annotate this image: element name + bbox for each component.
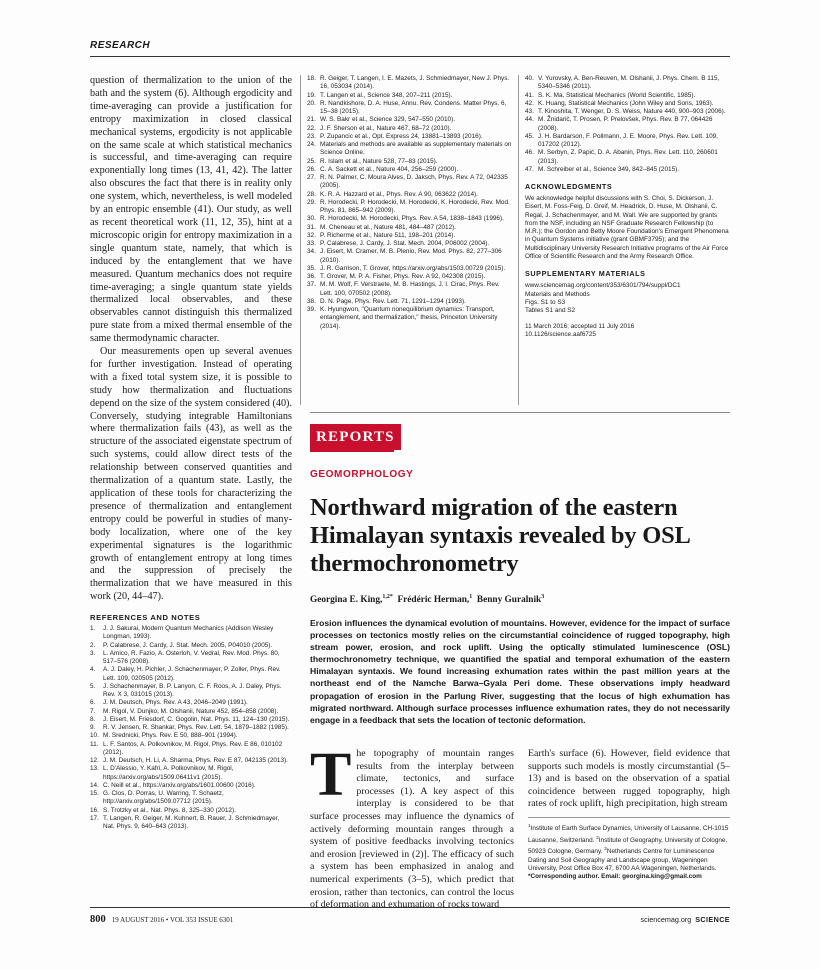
author-name: Frédéric Herman,	[397, 595, 470, 606]
reference-text: G. Clos, D. Porras, U. Warring, T. Schaetz, http://arxiv.org/abs/1509.07712 (2015).	[103, 790, 224, 806]
reference-text: J. Eisert, M. Cramer, M. B. Plenio, Rev. Mod. Phys. 82, 277–306 (2010).	[320, 248, 502, 264]
reference-text: L. D'Alessio, Y. Kafri, A. Polkovnikov, M. Rigol, https://arxiv.org/abs/1509.06411v1 (2015).	[103, 765, 234, 781]
reference-number: 23.	[307, 132, 316, 140]
reference-item	[525, 149, 730, 166]
reference-item	[307, 92, 512, 100]
footer-left	[90, 914, 233, 925]
abstract: Erosion influences the dynamical evolution of mountains. However, evidence for the impact of surface processes on tectonics mostly relies on the circumstantial coincidence of rugged topography, high stream power, erosion, and rock uplift. Using the optically stimulated luminescence (OSL) thermochronometry technique, we quantified the spatial and temporal exhumation of the eastern Himalayan syntaxis. We found increasing exhumation rates within the past million years at the northeast end of the Namche Barwa–Gyala Peri dome. These observations imply headward propagation of erosion in the Parlung River, suggesting that the locus of high exhumation has migrated northward. Although surface processes influence exhumation rates, they do not necessarily engage in a feedback that sets the location of tectonic deformation.	[310, 618, 730, 725]
reference-item	[90, 625, 292, 642]
reference-text: P. Richerme et al., Nature 511, 198–201 (2014).	[320, 231, 456, 239]
reference-item	[307, 248, 512, 265]
column-divider	[300, 75, 301, 405]
drop-cap: T	[310, 741, 352, 809]
reference-item	[525, 108, 730, 116]
reference-text: R. Horodecki, M. Horodecki, Phys. Rev. A 54, 1838–1843 (1996).	[320, 215, 504, 223]
reference-item	[525, 166, 730, 174]
reference-text: C. A. Sackett et al., Nature 404, 256–259 (2000).	[320, 165, 459, 173]
reference-text: M. Srednicki, Phys. Rev. E 50, 888–901 (1994).	[103, 732, 238, 740]
supplementary-line: Figs. S1 to S3	[525, 298, 566, 306]
reference-item	[90, 732, 292, 740]
reference-number: 7.	[90, 707, 96, 715]
author-name: Benny Guralnik	[476, 595, 542, 606]
reference-item	[90, 642, 292, 650]
middle-column	[307, 75, 512, 331]
supplementary-url[interactable]: www.sciencemag.org/content/353/6301/794/suppl/DC1	[525, 282, 681, 290]
reference-text: K. Huang, Statistical Mechanics (John Wiley and Sons, 1963).	[538, 99, 714, 107]
reference-item	[90, 716, 292, 724]
reference-text: R. V. Jensen, R. Shankar, Phys. Rev. Lett. 54, 1879–1882 (1985).	[103, 724, 289, 732]
article-body-column	[310, 741, 514, 912]
reference-item	[307, 281, 512, 298]
reference-text: M. Rigol, V. Dunjko, M. Olshanii, Nature 452, 854–858 (2008).	[103, 707, 279, 715]
reference-item	[307, 191, 512, 199]
article-conclusion	[90, 75, 292, 604]
reference-text: W. S. Bakr et al., Science 329, 547–550 (2010).	[320, 116, 455, 124]
reference-number: 11.	[90, 740, 99, 748]
reference-text: P. Calabrese, J. Cardy, J. Stat. Mech. 2004, P06002 (2004).	[320, 240, 490, 247]
reference-text: J. Eisert, M. Friesdorf, C. Gogolin, Nat. Phys. 11, 124–130 (2015).	[103, 715, 290, 723]
reference-number: 20.	[307, 99, 316, 107]
reference-text: P. Zupancic et al., Opt. Express 24, 13881–13893 (2016).	[320, 132, 483, 140]
reference-text: L. F. Santos, A. Polkovnikov, M. Rigol, Phys. Rev. E 86, 010102 (2012).	[103, 740, 283, 756]
reference-item	[90, 741, 292, 758]
doi: 10.1126/science.aaf6725	[525, 330, 596, 338]
reference-number: 35.	[307, 264, 316, 272]
reference-number: 13.	[90, 765, 99, 773]
reference-number: 26.	[307, 165, 316, 173]
reference-item	[307, 240, 512, 248]
right-column	[525, 75, 730, 339]
reference-item	[525, 116, 730, 133]
journal-name: SCIENCE	[695, 915, 730, 924]
reference-text: T. Langen et al., Science 348, 207–211 (2015).	[320, 91, 453, 99]
reference-item	[307, 174, 512, 191]
author-affiliation: 3	[541, 594, 545, 600]
reference-number: 40.	[525, 75, 534, 82]
reference-text: T. Langen, R. Geiger, M. Kuhnert, B. Rauer, J. Schmiedmayer, Nat. Phys. 9, 640–643 (2013).	[103, 814, 280, 831]
references-heading: REFERENCES AND NOTES	[90, 613, 201, 623]
reference-number: 34.	[307, 248, 316, 256]
reference-number: 21.	[307, 116, 316, 124]
section-header: RESEARCH	[90, 40, 151, 51]
reference-number: 12.	[90, 757, 99, 765]
reference-number: 42.	[525, 99, 534, 107]
reference-text: S. Trotzky et al., Nat. Phys. 8, 325–330 (2012).	[103, 806, 236, 814]
reference-text: R. Geiger, T. Langen, I. E. Mazets, J. Schmiedmayer, New J. Phys. 16, 053034 (2014).	[320, 75, 510, 91]
site-link[interactable]: sciencemag.org	[640, 915, 692, 924]
reference-text: J. R. Garrison, T. Grover, https://arxiv.org/abs/1503.00729 (2015).	[320, 264, 506, 272]
reference-item	[307, 141, 512, 158]
author-affiliation: 1	[469, 594, 473, 600]
reference-item	[90, 765, 292, 782]
reference-number: 4.	[90, 666, 96, 674]
author-name: Georgina E. King,	[310, 595, 383, 606]
reference-item	[307, 158, 512, 166]
affiliation-number: 1	[528, 822, 531, 828]
reference-text: R. Nandkishore, D. A. Huse, Annu. Rev. Condens. Matter Phys. 6, 15–38 (2015).	[320, 99, 507, 115]
reference-item	[307, 273, 512, 281]
reference-item	[525, 75, 730, 92]
reference-number: 38.	[307, 297, 316, 305]
footer-rule	[90, 907, 730, 908]
reference-item	[525, 92, 730, 100]
reference-item	[307, 265, 512, 273]
reference-number: 31.	[307, 223, 316, 231]
reference-item	[307, 75, 512, 92]
reference-item	[307, 199, 512, 216]
reference-number: 3.	[90, 649, 96, 657]
reference-text: L. Amico, R. Fazio, A. Osterloh, V. Vedral, Rev. Mod. Phys. 80, 517–576 (2008).	[103, 649, 280, 666]
reference-number: 5.	[90, 682, 96, 690]
reference-item	[90, 807, 292, 815]
reference-number: 15.	[90, 790, 99, 798]
reference-item	[90, 699, 292, 707]
reference-item	[307, 306, 512, 331]
reference-list	[90, 625, 292, 831]
reference-text: M. Serbyn, Z. Papić, D. A. Abanin, Phys. Rev. Lett. 110, 260601 (2013).	[538, 149, 718, 165]
reference-text: M. M. Wolf, F. Verstraete, M. B. Hastings, J. I. Cirac, Phys. Rev. Lett. 100, 070502 (2008).	[320, 281, 500, 297]
reference-number: 33.	[307, 240, 316, 247]
reference-text: T. Kinoshita, T. Wenger, D. S. Weiss, Nature 440, 900–903 (2006).	[538, 108, 726, 115]
footer-right	[640, 915, 730, 924]
reports-rule	[310, 412, 730, 413]
reference-number: 18.	[307, 75, 316, 82]
reference-item	[307, 224, 512, 232]
reference-number: 22.	[307, 124, 316, 132]
reference-text: A. J. Daley, H. Pichler, J. Schachenmayer, P. Zoller, Phys. Rev. Lett. 109, 020505 (2012).	[103, 666, 281, 682]
reference-item	[90, 650, 292, 667]
reference-text: P. Calabrese, J. Cardy, J. Stat. Mech. 2005, P04010 (2005).	[103, 641, 273, 649]
reference-text: K. Hyungwon, "Quantum nonequilibrium dynamics: Transport, entanglement, and thermalization," thesis, Princeton University (2014).	[320, 306, 498, 330]
reference-item	[90, 683, 292, 700]
reference-number: 24.	[307, 141, 316, 148]
reference-text: Materials and methods are available as supplementary materials on Science Online.	[320, 141, 512, 157]
reference-text: M. Cheneau et al., Nature 481, 484–487 (2012).	[320, 223, 457, 231]
reference-number: 27.	[307, 174, 316, 181]
reference-number: 29.	[307, 198, 316, 206]
paragraph: Our measurements open up several avenues for further investigation. Instead of operating with a fixed total system size, it is possible to study how thermalization and fluctuations depend on the size of the system considered (40). Conversely, studying integrable Hamiltonians where thermalization fails (43), as well as the structure of the associated eigenstate spectrum of such systems, could allow direct tests of the relationship between conserved quantities and thermalization of a quantum state. Lastly, the application of these tools for characterizing the presence of thermalization and entanglement entropy could be powerful in studies of many-body localization, where one of the key experimental signatures is the logarithmic growth of entanglement entropy at long times and the suppression of precisely the thermalization that we have measured in this work (20, 44–47).	[90, 346, 292, 603]
reference-text: S. K. Ma, Statistical Mechanics (World Scientific, 1985).	[538, 91, 696, 99]
reference-number: 1.	[90, 625, 96, 633]
affiliations	[528, 817, 730, 882]
reference-item	[307, 215, 512, 223]
reference-number: 47.	[525, 165, 534, 173]
reference-number: 25.	[307, 157, 316, 165]
paragraph: question of thermalization to the union of the bath and the system (6). Although ergodicity and time-averaging can provide a justification for entropy maximization in closed classical mechanical systems, ergodicity is not applicable on the same scale at which statistical mechanics is successful, and time-averaging can require exponentially long times (13, 41, 42). The latter also obscures the fact that there is in reality only one system, which, nevertheless, is well modeled by an entropic ensemble (41). Our study, as well as recent theoretical work (11, 12, 35), hint at a microscopic origin for entropy maximization in a single quantum state, namely, that which is induced by the entanglement that we have measured. Quantum mechanics does not require time-averaging; a single quantum state yields thermalized local observables, and these observables cannot distinguish this thermalized pure state from a mixed thermal ensemble of the same thermodynamic character.	[90, 75, 292, 345]
reference-text: C. Neill et al., https://arxiv.org/abs/1601.00600 (2016).	[103, 781, 256, 789]
reference-number: 39.	[307, 306, 316, 313]
reference-item	[90, 790, 292, 807]
acknowledgments-text: We acknowledge helpful discussions with S. Choi, S. Dickerson, J. Eisert, M. Foss-Feig, D. Greif, M. Headrick, D. Huse, M. Olshanii, C. Regal, J. Schachenmayer, and M. Wall. We are supported by grants from the NSF, including an NSF Graduate Research Fellowship (to M.R.); the Gordon and Betty Moore Foundation's Emergent Phenomena in Quantum Systems initiative (grant GBMF3795); and the Multidisciplinary University Research Initiative programs of the Air Force Office of Scientific Research and the Army Research Office.	[525, 195, 729, 261]
affiliation: Netherlands Centre for Luminescence Dating and Soil Geography and Landscape group, Wageningen University, Post Office Box 47, 6700 AA Wageningen, Netherlands.	[528, 848, 717, 872]
reference-item	[90, 724, 292, 732]
corresponding-author: *Corresponding author. Email: georgina.king@gmail.com	[528, 873, 702, 881]
reference-number: 45.	[525, 132, 534, 140]
reference-item	[90, 666, 292, 683]
reference-item	[90, 757, 292, 765]
body-text: Earth's surface (6). However, field evidence that supports such models is mostly circumstantial (5–13) and is based on the observation of a spatial coincidence between rugged topography, high rates of rock uplift, high precipitation, high stream	[528, 748, 730, 810]
reference-text: J. M. Deutsch, H. Li, A. Sharma, Phys. Rev. E 87, 042135 (2013).	[103, 757, 288, 765]
supplementary-line: Tables S1 and S2	[525, 307, 576, 315]
left-column	[90, 75, 292, 831]
reference-text: R. N. Palmer, C. Moura Alves, D. Jaksch, Phys. Rev. A 72, 042335 (2005).	[320, 174, 508, 190]
issue-info: 19 AUGUST 2016 • VOL 353 ISSUE 6301	[111, 916, 234, 924]
reference-text: K. R. A. Hazzard et al., Phys. Rev. A 90, 063622 (2014).	[320, 190, 478, 198]
reference-item	[90, 782, 292, 790]
reference-text: J. M. Deutsch, Phys. Rev. A 43, 2046–2049 (1991).	[103, 699, 248, 707]
reference-number: 44.	[525, 116, 534, 124]
page-number: 800	[90, 914, 106, 925]
reports-badge: REPORTS	[310, 424, 401, 450]
body-text: he topography of mountain ranges results from the interplay between climate, tectonics, and surface processes (1). A key aspect of this interplay is considered to be that surface processes may influence the dynamics of actively deforming mountain ranges through a system of positive feedbacks involving tectonics and erosion [reviewed in (2)]. The efficacy of such a system has been emphasized in analog and numerical experiments (3–5), which predict that erosion, rather than tectonics, can control the locus of deformation and exhumation of rocks toward	[310, 748, 514, 911]
author-list	[310, 594, 544, 605]
reference-number: 36.	[307, 273, 316, 280]
acknowledgments-heading: ACKNOWLEDGMENTS	[525, 182, 613, 191]
affiliation: Institute of Geography, University of Cologne, 50923 Cologne, Germany.	[528, 836, 728, 856]
reference-number: 43.	[525, 108, 534, 115]
column-divider	[518, 75, 519, 405]
reference-item	[307, 125, 512, 133]
reference-text: D. N. Page, Phys. Rev. Lett. 71, 1291–1294 (1993).	[320, 297, 466, 305]
reference-item	[307, 298, 512, 306]
reference-number: 16.	[90, 806, 99, 814]
reference-text: M. Schreiber et al., Science 349, 842–845 (2015).	[538, 165, 680, 173]
reference-text: M. Žnidarič, T. Prosen, P. Prelovšek, Phys. Rev. B 77, 064426 (2008).	[538, 116, 713, 132]
reference-text: J. J. Sakurai, Modern Quantum Mechanics (Addison Wesley Longman, 1993).	[103, 625, 274, 641]
reference-item	[525, 133, 730, 150]
reference-list	[307, 75, 512, 331]
reference-item	[307, 116, 512, 124]
reference-number: 37.	[307, 281, 316, 289]
reference-item	[307, 232, 512, 240]
reference-number: 32.	[307, 231, 316, 239]
reference-text: V. Yurovsky, A. Ben-Reuven, M. Olshanii, J. Phys. Chem. B 115, 5340–5346 (2011).	[538, 75, 720, 91]
reference-number: 28.	[307, 190, 316, 198]
reference-item	[525, 100, 730, 108]
reference-item	[307, 133, 512, 141]
reference-item	[307, 166, 512, 174]
reference-number: 8.	[90, 715, 96, 723]
author-affiliation: 1,2*	[382, 594, 393, 600]
reference-text: J. H. Bardarson, F. Pollmann, J. E. Moore, Phys. Rev. Lett. 109, 017202 (2012).	[538, 132, 718, 148]
reference-text: T. Grover, M. P. A. Fisher, Phys. Rev. A 92, 042308 (2015).	[320, 273, 486, 280]
reference-text: R. Islam et al., Nature 528, 77–83 (2015).	[320, 157, 438, 165]
supplementary-heading: SUPPLEMENTARY MATERIALS	[525, 269, 646, 279]
reference-number: 2.	[90, 641, 96, 649]
reference-number: 41.	[525, 91, 534, 99]
reference-number: 46.	[525, 149, 534, 157]
reports-underline	[310, 450, 394, 452]
article-title: Northward migration of the eastern Himalayan syntaxis revealed by OSL thermochronometry	[310, 494, 690, 577]
reference-number: 6.	[90, 699, 96, 707]
reference-item	[307, 100, 512, 117]
reference-text: R. Horodecki, P. Horodecki, M. Horodecki, K. Horodecki, Rev. Mod. Phys. 81, 865–942 (2009).	[320, 198, 510, 214]
reference-list	[525, 75, 730, 174]
reference-number: 30.	[307, 215, 316, 223]
article-body-column	[528, 748, 730, 882]
reference-number: 10.	[90, 732, 99, 740]
supplementary-line: Materials and Methods	[525, 290, 590, 298]
reference-number: 19.	[307, 91, 316, 99]
reference-number: 17.	[90, 814, 99, 822]
affiliation-number: 2	[596, 834, 599, 840]
reference-item	[90, 708, 292, 716]
reference-text: J. F. Sherson et al., Nature 467, 68–72 (2010).	[320, 124, 452, 132]
reference-number: 9.	[90, 724, 96, 732]
article-section: GEOMORPHOLOGY	[310, 469, 414, 480]
reference-number: 14.	[90, 781, 99, 789]
affiliation-number: 3	[604, 846, 607, 852]
affiliation: Institute of Earth Surface Dynamics, University of Lausanne, CH-1015 Lausanne, Switzerland.	[528, 825, 729, 844]
reference-item	[90, 815, 292, 832]
header-rule	[90, 56, 730, 57]
reference-text: J. Schachenmayer, B. P. Lanyon, C. F. Roos, A. J. Daley, Phys. Rev. X 3, 031015 (2013).	[103, 682, 282, 699]
received-dates: 11 March 2016; accepted 11 July 2016	[525, 322, 635, 330]
